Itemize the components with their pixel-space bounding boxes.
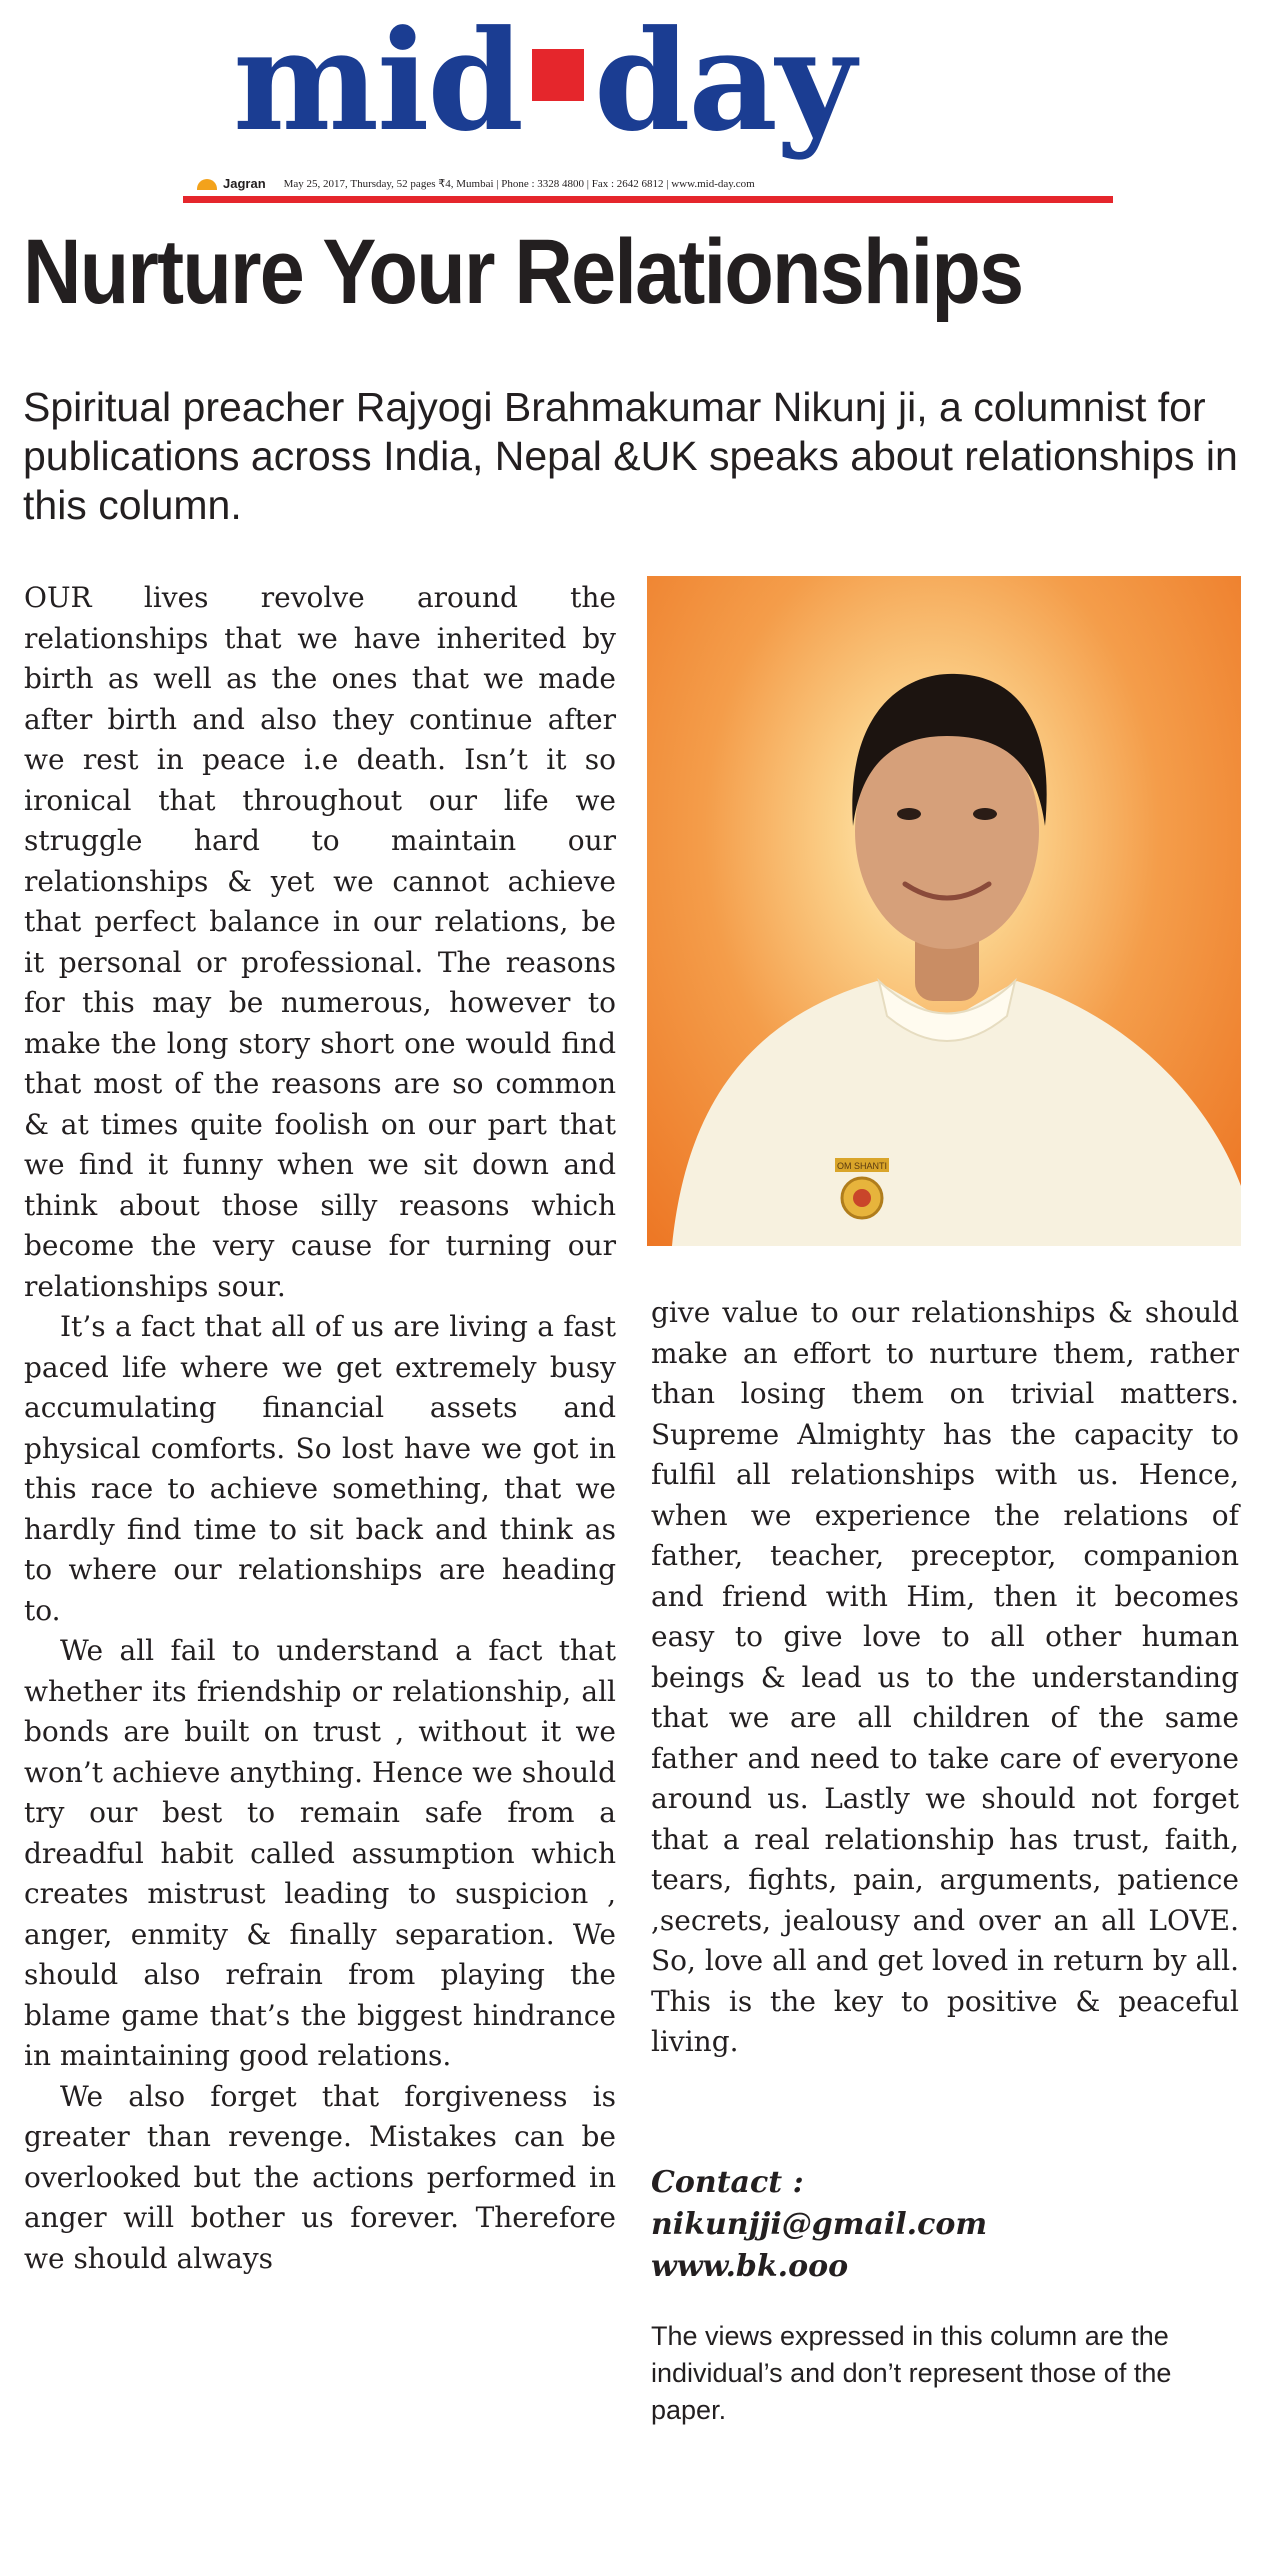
disclaimer: The views expressed in this column are the individual’s and don’t represent those of the paper. [651, 2321, 1172, 2425]
author-portrait [647, 576, 1241, 1246]
logo-text-mid: mid [233, 0, 522, 162]
article-paragraph: We all fail to understand a fact that whether its friendship or relationship, all bonds are built on trust , without it we won’t achieve anything. Hence we should try our best to remain safe from a dreadful habit called assumption which creates mistrust leading to suspicion , anger, enmity & finally separation. We should also refrain from playing the blame game that’s the biggest hindrance in maintaining good relations. [24, 1634, 616, 2072]
contact-email: nikunjji@gmail.com [651, 2207, 988, 2242]
masthead-logo [233, 0, 855, 162]
article-paragraph: We also forget that forgiveness is greater than revenge. Mistakes can be overlooked but the actions performed in anger will bother us forever. Therefore we should always [24, 2079, 616, 2275]
logo-text-day: day [593, 0, 855, 162]
portrait-eye [897, 808, 921, 820]
contact-website: www.bk.ooo [651, 2249, 849, 2284]
portrait-photo-icon [647, 576, 1241, 1246]
article-left-column [24, 578, 616, 2279]
edition-line: May 25, 2017, Thursday, 52 pages ₹4, Mumbai | Phone : 3328 4800 | Fax : 2642 6812 | www.mid-day.com [283, 177, 755, 190]
badge-text: OM SHANTI [836, 1161, 888, 1171]
masthead-meta [195, 173, 755, 193]
masthead-rule [183, 196, 1113, 203]
contact-block [651, 2162, 1251, 2288]
masthead [183, 0, 1113, 210]
headline: Nurture Your Relationships [23, 221, 1023, 323]
jagran-sun-icon [195, 176, 219, 190]
publisher-name: Jagran [223, 175, 266, 191]
article-right-column [651, 1293, 1239, 2063]
contact-label: Contact : [651, 2165, 804, 2200]
badge-medal-center [853, 1189, 871, 1207]
subheadline: Spiritual preacher Rajyogi Brahmakumar Nikunj ji, a columnist for publications across India, Nepal &UK speaks about relationships in this column. [23, 384, 1238, 529]
portrait-eye [973, 808, 997, 820]
article-paragraph: OUR lives revolve around the relationships that we have inherited by birth as well as the ones that we made after birth and also they continue after we rest in peace i.e death. Isn’t it so ironical that throughout our life we struggle hard to maintain our relationships & yet we cannot achieve that perfect balance in our relations, be it personal or professional. The reasons for this may be numerous, however to make the long story short one would find that most of the reasons are so common & at times quite foolish on our part that we find it funny when we sit down and think about those silly reasons which become the very cause for turning our relationships sour. [24, 581, 616, 1303]
logo-dot [532, 49, 584, 101]
article-paragraph: It’s a fact that all of us are living a fast paced life where we get extremely busy accumulating financial assets and physical comforts. So lost have we got in this race to achieve something, that we hardly find time to sit back and think as to where our relationships are heading to. [24, 1310, 616, 1627]
article-paragraph: give value to our relationships & should make an effort to nurture them, rather than losing them on trivial matters. Supreme Almighty has the capacity to fulfil all relationships with us. Hence, when we experience the relations of father, teacher, preceptor, companion and friend with Him, then it becomes easy to give love to all other human beings & lead us to the understanding that we are all children of the same father and need to take care of everyone around us. Lastly we should not forget that a real relationship has trust, faith, tears, fights, pain, arguments, patience ,secrets, jealousy and over an all LOVE. So, love all and get loved in return by all. This is the key to positive & peaceful living. [651, 1296, 1239, 2058]
